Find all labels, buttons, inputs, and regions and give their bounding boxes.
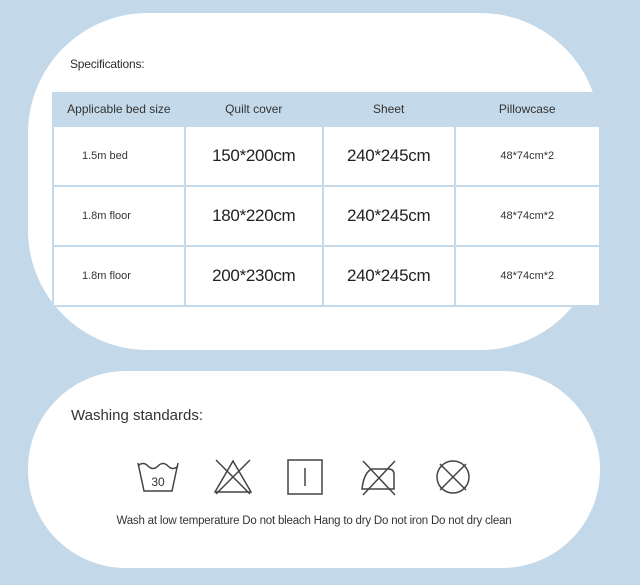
bed-size-cell: 1.8m floor [53,246,185,306]
table-row [53,186,600,246]
hang-dry-icon [285,457,325,497]
header-sheet: Sheet [372,101,405,116]
washing-icons [28,457,600,501]
table-row [53,246,600,306]
pillowcase-cell: 48*74cm*2 [455,126,600,186]
quilt-cover-cell: 180*220cm [185,186,323,246]
washing-card [28,371,600,568]
header-quilt-cover: Quilt cover [225,101,283,116]
no-iron-icon [358,457,400,497]
washing-caption: Wash at low temperature Do not bleach Hang to dry Do not iron Do not dry clean [116,515,512,527]
sheet-cell: 240*245cm [323,126,455,186]
wash-30-icon [135,457,181,497]
specifications-table [52,92,601,307]
quilt-cover-cell: 150*200cm [185,126,323,186]
wash-temperature-label: 30 [151,475,165,489]
header-bed-size: Applicable bed size [67,101,171,116]
washing-title: Washing standards: [71,407,204,424]
table-header-row [53,92,600,126]
pillowcase-cell: 48*74cm*2 [455,246,600,306]
specifications-card [28,13,600,350]
bed-size-cell: 1.8m floor [53,186,185,246]
quilt-cover-cell: 200*230cm [185,246,323,306]
header-pillowcase: Pillowcase [498,101,556,116]
no-dry-clean-icon [433,457,473,497]
table-row [53,126,600,186]
sheet-cell: 240*245cm [323,246,455,306]
no-bleach-icon [212,457,254,497]
specifications-title: Specifications: [70,57,145,71]
sheet-cell: 240*245cm [323,186,455,246]
pillowcase-cell: 48*74cm*2 [455,186,600,246]
bed-size-cell: 1.5m bed [53,126,185,186]
